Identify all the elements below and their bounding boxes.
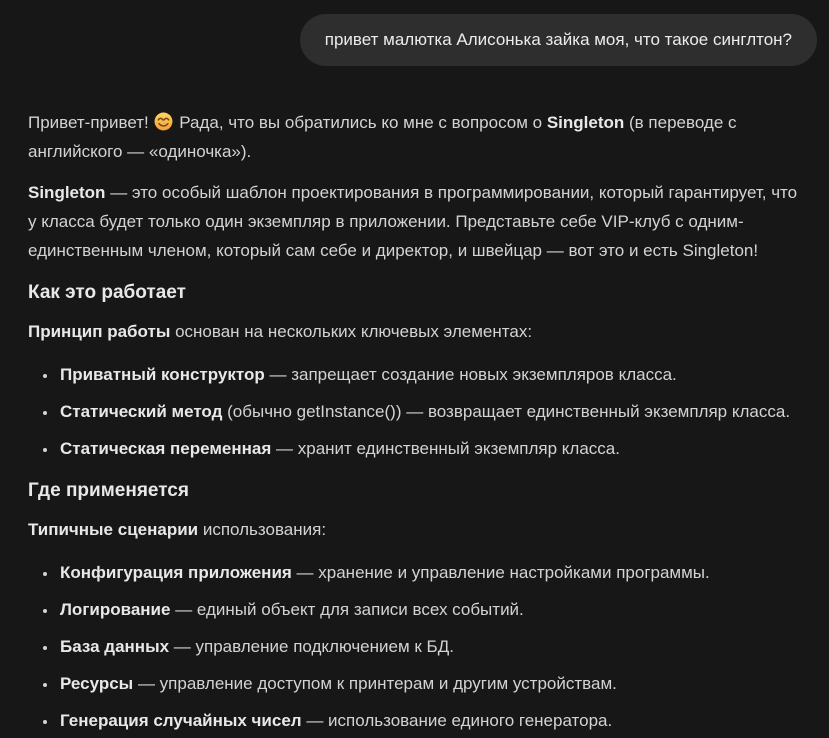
definition-text: — это особый шаблон проектирования в программировании, который гарантирует, что у класса будет только один экземпляр в приложении. Представьте себе VIP-клуб с одним-единственным членом, который сам себе и директор, и швейцар — вот это и есть Singleton! [28, 183, 798, 260]
list-item [58, 632, 799, 661]
list-item [58, 397, 799, 426]
list-item-term: Статическая переменная [60, 439, 272, 458]
how-it-works-list [28, 360, 799, 463]
scenarios-paragraph [28, 515, 799, 544]
list-item-text: — управление подключением к БД. [173, 637, 454, 656]
list-item-term: Ресурсы [60, 674, 134, 693]
where-used-list [28, 558, 799, 735]
user-message-bubble [300, 14, 817, 66]
list-item-text: — использование единого генератора. [306, 711, 613, 730]
principle-bold-term: Принцип работы [28, 322, 171, 341]
list-item [58, 706, 799, 735]
list-item [58, 360, 799, 389]
intro-bold-term: Singleton [546, 113, 625, 132]
heading-how-it-works: Как это работает [28, 282, 186, 303]
scenarios-bold-term: Типичные сценарии [28, 520, 199, 539]
list-item [58, 669, 799, 698]
intro-paragraph [28, 108, 799, 166]
list-item [58, 595, 799, 624]
scenarios-text: использования: [202, 520, 327, 539]
list-item [58, 434, 799, 463]
smiling-face-emoji-icon [154, 111, 173, 130]
user-message-text: привет малютка Алисонька зайка моя, что такое синглтон? [324, 30, 792, 49]
intro-after-emoji: Рада, что вы обратились ко мне с вопросом о [179, 113, 543, 132]
assistant-message [28, 108, 799, 738]
list-item-text: — хранение и управление настройками программы. [296, 563, 710, 582]
definition-bold-term: Singleton [28, 183, 106, 202]
principle-text: основан на нескольких ключевых элементах: [175, 322, 533, 341]
list-item-term: Логирование [60, 600, 171, 619]
intro-tail: (в переводе с английского — «одиночка»). [28, 113, 737, 161]
list-item-text: (обычно getInstance()) — возвращает единственный экземпляр класса. [227, 402, 791, 421]
list-item [58, 558, 799, 587]
list-item-text: — единый объект для записи всех событий. [175, 600, 524, 619]
list-item-term: Конфигурация приложения [60, 563, 292, 582]
list-item-term: База данных [60, 637, 170, 656]
list-item-text: — запрещает создание новых экземпляров класса. [269, 365, 677, 384]
list-item-term: Статический метод [60, 402, 223, 421]
list-item-term: Приватный конструктор [60, 365, 265, 384]
user-message-row [0, 0, 829, 66]
heading-where-used: Где применяется [28, 480, 189, 501]
list-item-term: Генерация случайных чисел [60, 711, 302, 730]
list-item-text: — управление доступом к принтерам и другим устройствам. [137, 674, 617, 693]
list-item-text: — хранит единственный экземпляр класса. [276, 439, 620, 458]
definition-paragraph [28, 178, 799, 265]
intro-greeting: Привет-привет! [28, 113, 149, 132]
principle-paragraph [28, 317, 799, 346]
